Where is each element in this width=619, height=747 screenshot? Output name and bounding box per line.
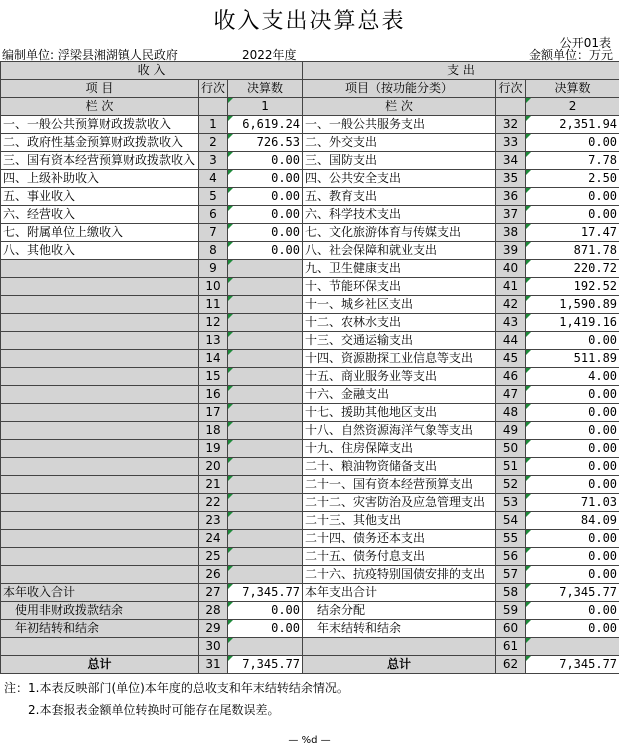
section-header-row xyxy=(1,62,619,80)
income-item-label xyxy=(1,638,199,656)
income-row-number: 14 xyxy=(199,350,228,368)
income-row-number: 27 xyxy=(199,584,228,602)
income-amount: 7,345.77 xyxy=(228,584,303,602)
expense-row-number: 51 xyxy=(496,458,526,476)
income-item-label xyxy=(1,296,199,314)
income-row-number: 13 xyxy=(199,332,228,350)
meta-bar xyxy=(0,46,619,61)
column-number-row xyxy=(1,98,619,116)
income-item-label xyxy=(1,332,199,350)
income-row-number: 18 xyxy=(199,422,228,440)
expense-amount: 0.00 xyxy=(526,566,619,584)
expense-column-blank xyxy=(496,98,526,116)
expense-item-label: 二十五、债务付息支出 xyxy=(303,548,496,566)
expense-row-number: 44 xyxy=(496,332,526,350)
income-row-number: 17 xyxy=(199,404,228,422)
income-row-number: 11 xyxy=(199,296,228,314)
expense-row-number: 41 xyxy=(496,278,526,296)
expense-column-label: 栏 次 xyxy=(303,98,496,116)
expense-row-number: 42 xyxy=(496,296,526,314)
expense-item-label: 九、卫生健康支出 xyxy=(303,260,496,278)
expense-amount-header: 决算数 xyxy=(526,80,619,98)
expense-item-label: 一、一般公共服务支出 xyxy=(303,116,496,134)
expense-total-row-number: 62 xyxy=(496,656,526,674)
income-item-label xyxy=(1,512,199,530)
expense-item-label: 结余分配 xyxy=(303,602,496,620)
table-row xyxy=(1,566,619,584)
income-row-number: 20 xyxy=(199,458,228,476)
expense-item-label: 八、社会保障和就业支出 xyxy=(303,242,496,260)
expense-item-label: 二十四、债务还本支出 xyxy=(303,530,496,548)
income-amount xyxy=(228,476,303,494)
income-item-label: 使用非财政拨款结余 xyxy=(1,602,199,620)
income-row-number: 24 xyxy=(199,530,228,548)
expense-amount: 1,590.89 xyxy=(526,296,619,314)
expense-item-label: 十六、金融支出 xyxy=(303,386,496,404)
income-item-label xyxy=(1,458,199,476)
expense-amount: 0.00 xyxy=(526,386,619,404)
table-row xyxy=(1,170,619,188)
expense-item-label: 二十三、其他支出 xyxy=(303,512,496,530)
income-amount: 0.00 xyxy=(228,224,303,242)
expense-amount: 0.00 xyxy=(526,620,619,638)
expense-item-label: 六、科学技术支出 xyxy=(303,206,496,224)
expense-item-label: 十四、资源勘探工业信息等支出 xyxy=(303,350,496,368)
income-row-number: 30 xyxy=(199,638,228,656)
table-row xyxy=(1,278,619,296)
summary-row xyxy=(1,620,619,638)
expense-row-number: 39 xyxy=(496,242,526,260)
expense-row-number: 58 xyxy=(496,584,526,602)
expense-row-number: 33 xyxy=(496,134,526,152)
income-item-label: 八、其他收入 xyxy=(1,242,199,260)
table-row xyxy=(1,440,619,458)
income-row-number: 9 xyxy=(199,260,228,278)
expense-amount: 192.52 xyxy=(526,278,619,296)
summary-row xyxy=(1,602,619,620)
notes xyxy=(4,677,349,721)
table-row xyxy=(1,422,619,440)
expense-item-label: 本年支出合计 xyxy=(303,584,496,602)
income-section-header: 收 入 xyxy=(1,62,303,80)
table-row xyxy=(1,206,619,224)
income-amount: 0.00 xyxy=(228,602,303,620)
expense-item-label xyxy=(303,638,496,656)
expense-item-label: 十九、住房保障支出 xyxy=(303,440,496,458)
income-amount xyxy=(228,332,303,350)
expense-amount: 0.00 xyxy=(526,530,619,548)
table-row xyxy=(1,548,619,566)
income-amount xyxy=(228,440,303,458)
table-row xyxy=(1,494,619,512)
expense-item-label: 年末结转和结余 xyxy=(303,620,496,638)
form-code: 公开01表 xyxy=(559,36,611,50)
expense-total-amount: 7,345.77 xyxy=(526,656,619,674)
income-amount xyxy=(228,494,303,512)
expense-item-label: 十二、农林水支出 xyxy=(303,314,496,332)
income-row-number: 2 xyxy=(199,134,228,152)
income-item-label: 一、一般公共预算财政拨款收入 xyxy=(1,116,199,134)
expense-amount: 220.72 xyxy=(526,260,619,278)
income-amount-header: 决算数 xyxy=(228,80,303,98)
income-row-number: 8 xyxy=(199,242,228,260)
table-row xyxy=(1,350,619,368)
expense-row-number: 57 xyxy=(496,566,526,584)
income-row-number: 19 xyxy=(199,440,228,458)
income-item-label xyxy=(1,350,199,368)
income-item-label: 七、附属单位上缴收入 xyxy=(1,224,199,242)
income-amount: 0.00 xyxy=(228,620,303,638)
page-title: 收入支出决算总表 xyxy=(213,9,406,34)
income-row-number: 26 xyxy=(199,566,228,584)
expense-row-number: 60 xyxy=(496,620,526,638)
page-footer: — %d — xyxy=(288,735,331,746)
table-row xyxy=(1,224,619,242)
expense-amount: 0.00 xyxy=(526,458,619,476)
table-row xyxy=(1,296,619,314)
income-item-label: 本年收入合计 xyxy=(1,584,199,602)
expense-row-number: 59 xyxy=(496,602,526,620)
income-item-label xyxy=(1,548,199,566)
income-amount: 6,619.24 xyxy=(228,116,303,134)
income-row-number: 22 xyxy=(199,494,228,512)
income-row-number: 23 xyxy=(199,512,228,530)
income-amount: 0.00 xyxy=(228,242,303,260)
expense-amount xyxy=(526,638,619,656)
expense-row-number: 45 xyxy=(496,350,526,368)
expense-item-label: 二、外交支出 xyxy=(303,134,496,152)
income-amount: 0.00 xyxy=(228,188,303,206)
table-row xyxy=(1,386,619,404)
expense-item-label: 十三、交通运输支出 xyxy=(303,332,496,350)
expense-amount: 0.00 xyxy=(526,206,619,224)
expense-section-header: 支 出 xyxy=(303,62,619,80)
income-row-number: 25 xyxy=(199,548,228,566)
income-item-label xyxy=(1,530,199,548)
total-row xyxy=(1,656,619,674)
income-row-number: 6 xyxy=(199,206,228,224)
expense-row-number: 61 xyxy=(496,638,526,656)
expense-amount: 0.00 xyxy=(526,422,619,440)
expense-column-number: 2 xyxy=(526,98,619,116)
expense-row-number: 50 xyxy=(496,440,526,458)
income-row-number: 29 xyxy=(199,620,228,638)
expense-amount: 84.09 xyxy=(526,512,619,530)
expense-item-label: 四、公共安全支出 xyxy=(303,170,496,188)
expense-row-number: 55 xyxy=(496,530,526,548)
income-amount xyxy=(228,314,303,332)
income-amount xyxy=(228,638,303,656)
income-row-number: 12 xyxy=(199,314,228,332)
table-row xyxy=(1,530,619,548)
fiscal-year: 2022年度 xyxy=(242,48,297,62)
income-total-label: 总计 xyxy=(1,656,199,674)
income-total-row-number: 31 xyxy=(199,656,228,674)
income-amount xyxy=(228,548,303,566)
income-amount xyxy=(228,296,303,314)
income-column-label: 栏 次 xyxy=(1,98,199,116)
income-amount xyxy=(228,404,303,422)
income-item-label xyxy=(1,278,199,296)
table-row xyxy=(1,260,619,278)
expense-amount: 0.00 xyxy=(526,188,619,206)
table-row xyxy=(1,368,619,386)
expense-row-number: 48 xyxy=(496,404,526,422)
expense-row-number: 47 xyxy=(496,386,526,404)
expense-item-label: 十、节能环保支出 xyxy=(303,278,496,296)
expense-row-number: 56 xyxy=(496,548,526,566)
income-item-label: 六、经营收入 xyxy=(1,206,199,224)
expense-row-number: 54 xyxy=(496,512,526,530)
income-column-blank xyxy=(199,98,228,116)
expense-total-label: 总计 xyxy=(303,656,496,674)
income-item-label xyxy=(1,566,199,584)
income-amount xyxy=(228,278,303,296)
expense-amount: 4.00 xyxy=(526,368,619,386)
expense-item-label: 七、文化旅游体育与传媒支出 xyxy=(303,224,496,242)
income-amount xyxy=(228,512,303,530)
table-row xyxy=(1,242,619,260)
table-row xyxy=(1,332,619,350)
expense-item-label: 三、国防支出 xyxy=(303,152,496,170)
income-item-label: 五、事业收入 xyxy=(1,188,199,206)
income-amount: 0.00 xyxy=(228,206,303,224)
expense-item-label: 五、教育支出 xyxy=(303,188,496,206)
expense-amount: 71.03 xyxy=(526,494,619,512)
income-amount xyxy=(228,458,303,476)
expense-amount: 0.00 xyxy=(526,332,619,350)
income-amount xyxy=(228,368,303,386)
income-item-header: 项 目 xyxy=(1,80,199,98)
summary-table xyxy=(0,61,619,674)
expense-row-number: 37 xyxy=(496,206,526,224)
income-row-number: 16 xyxy=(199,386,228,404)
income-row-number: 1 xyxy=(199,116,228,134)
expense-item-label: 十一、城乡社区支出 xyxy=(303,296,496,314)
table-row xyxy=(1,458,619,476)
note-2: 2.本套报表金额单位转换时可能存在尾数误差。 xyxy=(28,703,280,717)
expense-row-number: 32 xyxy=(496,116,526,134)
expense-amount: 0.00 xyxy=(526,134,619,152)
income-amount: 0.00 xyxy=(228,170,303,188)
income-amount xyxy=(228,530,303,548)
income-item-label: 年初结转和结余 xyxy=(1,620,199,638)
expense-row-number: 38 xyxy=(496,224,526,242)
expense-row-number: 40 xyxy=(496,260,526,278)
expense-amount: 1,419.16 xyxy=(526,314,619,332)
table-row xyxy=(1,116,619,134)
expense-row-number: 52 xyxy=(496,476,526,494)
table-row xyxy=(1,314,619,332)
income-item-label xyxy=(1,440,199,458)
income-amount xyxy=(228,386,303,404)
expense-item-label: 二十、粮油物资储备支出 xyxy=(303,458,496,476)
income-item-label xyxy=(1,404,199,422)
expense-row-no-header: 行次 xyxy=(496,80,526,98)
income-row-number: 3 xyxy=(199,152,228,170)
expense-amount: 511.89 xyxy=(526,350,619,368)
expense-item-label: 二十一、国有资本经营预算支出 xyxy=(303,476,496,494)
table-row xyxy=(1,152,619,170)
income-row-number: 10 xyxy=(199,278,228,296)
expense-row-number: 35 xyxy=(496,170,526,188)
expense-item-label: 十七、援助其他地区支出 xyxy=(303,404,496,422)
expense-amount: 0.00 xyxy=(526,476,619,494)
expense-amount: 0.00 xyxy=(526,548,619,566)
summary-row xyxy=(1,638,619,656)
expense-amount: 0.00 xyxy=(526,440,619,458)
income-amount xyxy=(228,566,303,584)
income-amount xyxy=(228,260,303,278)
income-row-number: 7 xyxy=(199,224,228,242)
expense-item-label: 十八、自然资源海洋气象等支出 xyxy=(303,422,496,440)
expense-amount: 0.00 xyxy=(526,404,619,422)
amount-unit: 金额单位：万元 xyxy=(528,48,613,62)
table-row xyxy=(1,476,619,494)
expense-amount: 871.78 xyxy=(526,242,619,260)
income-item-label xyxy=(1,386,199,404)
expense-item-label: 二十六、抗疫特别国债安排的支出 xyxy=(303,566,496,584)
income-amount: 726.53 xyxy=(228,134,303,152)
income-amount: 0.00 xyxy=(228,152,303,170)
income-row-no-header: 行次 xyxy=(199,80,228,98)
expense-amount: 7.78 xyxy=(526,152,619,170)
expense-item-label: 二十二、灾害防治及应急管理支出 xyxy=(303,494,496,512)
expense-amount: 2.50 xyxy=(526,170,619,188)
income-item-label: 二、政府性基金预算财政拨款收入 xyxy=(1,134,199,152)
expense-amount: 17.47 xyxy=(526,224,619,242)
income-column-number: 1 xyxy=(228,98,303,116)
expense-amount: 0.00 xyxy=(526,602,619,620)
summary-row xyxy=(1,584,619,602)
expense-amount: 7,345.77 xyxy=(526,584,619,602)
expense-amount: 2,351.94 xyxy=(526,116,619,134)
income-row-number: 28 xyxy=(199,602,228,620)
income-row-number: 5 xyxy=(199,188,228,206)
income-item-label xyxy=(1,314,199,332)
table-row xyxy=(1,134,619,152)
expense-item-header: 项目（按功能分类） xyxy=(303,80,496,98)
income-row-number: 21 xyxy=(199,476,228,494)
expense-row-number: 53 xyxy=(496,494,526,512)
income-item-label xyxy=(1,476,199,494)
expense-item-label: 十五、商业服务业等支出 xyxy=(303,368,496,386)
income-item-label xyxy=(1,260,199,278)
income-total-amount: 7,345.77 xyxy=(228,656,303,674)
expense-row-number: 43 xyxy=(496,314,526,332)
income-item-label xyxy=(1,422,199,440)
income-amount xyxy=(228,350,303,368)
expense-row-number: 34 xyxy=(496,152,526,170)
table-row xyxy=(1,188,619,206)
income-item-label: 三、国有资本经营预算财政拨款收入 xyxy=(1,152,199,170)
reporting-unit: 编制单位: 浮梁县湘湖镇人民政府 xyxy=(2,48,178,62)
income-amount xyxy=(228,422,303,440)
table-row xyxy=(1,512,619,530)
table-row xyxy=(1,404,619,422)
income-row-number: 4 xyxy=(199,170,228,188)
income-item-label xyxy=(1,368,199,386)
income-row-number: 15 xyxy=(199,368,228,386)
expense-row-number: 36 xyxy=(496,188,526,206)
income-item-label xyxy=(1,494,199,512)
expense-row-number: 46 xyxy=(496,368,526,386)
expense-row-number: 49 xyxy=(496,422,526,440)
note-1: 注：1.本表反映部门(单位)本年度的总收支和年末结转结余情况。 xyxy=(4,681,349,695)
income-item-label: 四、上级补助收入 xyxy=(1,170,199,188)
column-header-row xyxy=(1,80,619,98)
